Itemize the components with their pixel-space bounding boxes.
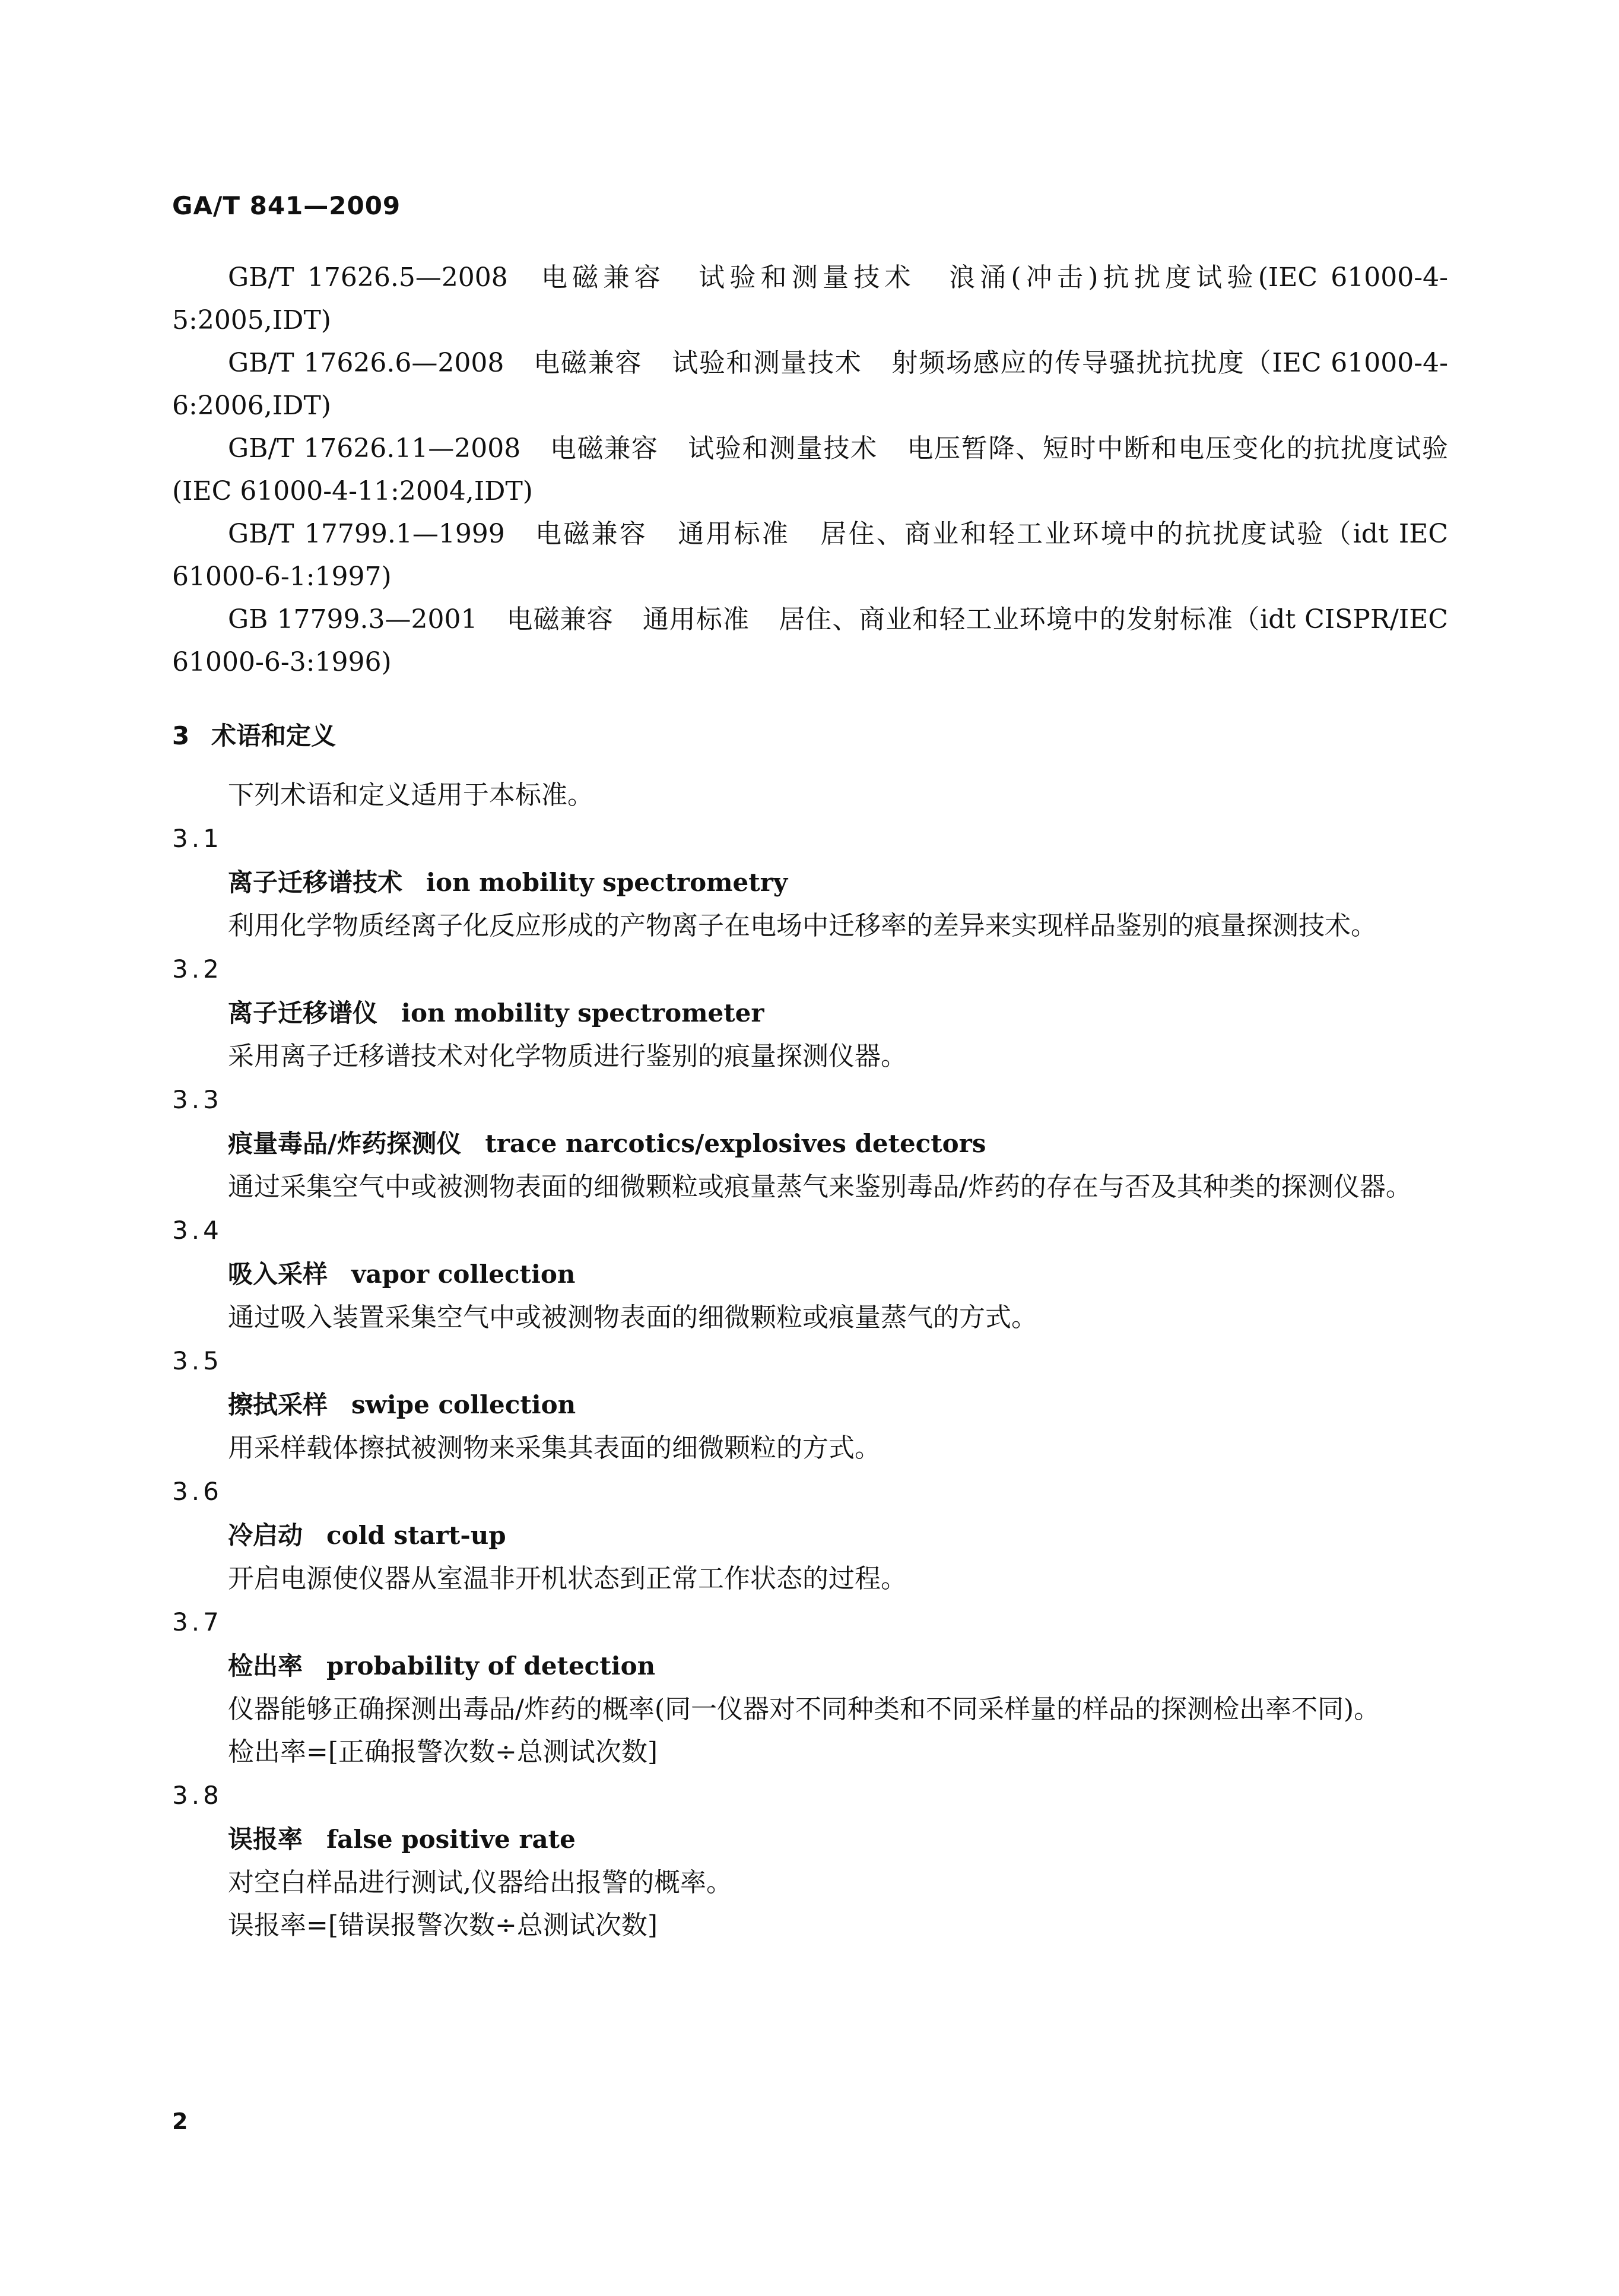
term-number: 3.2: [172, 954, 223, 984]
term-entry: [172, 1339, 1448, 1470]
standard-code-header: GA/T 841—2009: [172, 191, 401, 220]
term-name-cn: 吸入采样: [228, 1260, 328, 1289]
term-number: 3.6: [172, 1477, 223, 1506]
term-number: 3.1: [172, 824, 223, 853]
term-name: [172, 1644, 1448, 1688]
term-name-cn: 检出率: [228, 1651, 303, 1680]
term-definition: 采用离子迁移谱技术对化学物质进行鉴别的痕量探测仪器。: [228, 1041, 907, 1071]
term-name-cn: 离子迁移谱仪: [228, 998, 378, 1028]
term-definition: 用采样载体擦拭被测物来采集其表面的细微颗粒的方式。: [228, 1433, 881, 1463]
reference-title: 电压暂降、短时中断和电压变化的抗扰度试验(IEC 61000-4-11:2004,IDT): [172, 433, 1449, 506]
reference-item: [172, 598, 1448, 684]
term-name-en: ion mobility spectrometry: [426, 868, 788, 897]
page-content: [172, 256, 1448, 1947]
term-definition: 通过采集空气中或被测物表面的细微颗粒或痕量蒸气来鉴别毒品/炸药的存在与否及其种类的探测仪器。: [228, 1172, 1412, 1202]
reference-part: 通用标准: [642, 604, 750, 635]
term-name-en: vapor collection: [351, 1260, 576, 1289]
term-name-en: ion mobility spectrometer: [401, 998, 764, 1028]
reference-item: [172, 342, 1448, 427]
term-definition: 通过吸入装置采集空气中或被测物表面的细微颗粒或痕量蒸气的方式。: [228, 1302, 1037, 1333]
term-name: [172, 1252, 1448, 1296]
reference-code: GB/T 17626.5—2008: [228, 262, 508, 293]
section-heading: [172, 715, 1448, 757]
term-name: [172, 1818, 1448, 1861]
reference-code: GB/T 17626.6—2008: [228, 348, 504, 378]
term-name-en: probability of detection: [326, 1651, 656, 1680]
term-name-en: swipe collection: [351, 1390, 576, 1419]
reference-part: 试验和测量技术: [693, 262, 916, 293]
term-entry: [172, 1470, 1448, 1600]
term-entry: [172, 1774, 1448, 1947]
reference-part: 试验和测量技术: [671, 348, 862, 378]
reference-field: 电磁兼容: [506, 604, 614, 635]
reference-field: 电磁兼容: [532, 348, 643, 378]
term-name-cn: 擦拭采样: [228, 1390, 328, 1419]
term-name-cn: 痕量毒品/炸药探测仪: [228, 1129, 462, 1158]
term-name: [172, 1514, 1448, 1558]
term-entry: [172, 817, 1448, 947]
term-entry: [172, 1078, 1448, 1209]
reference-title: 居住、商业和轻工业环境中的抗扰度试验（idt IEC 61000-6-1:1997): [172, 519, 1449, 592]
term-name: [172, 861, 1448, 905]
reference-field: 电磁兼容: [536, 262, 665, 293]
reference-field: 电磁兼容: [533, 519, 647, 549]
term-entry: [172, 1600, 1448, 1774]
reference-field: 电磁兼容: [549, 433, 659, 464]
term-name-en: false positive rate: [326, 1825, 576, 1854]
reference-title: 浪涌(冲击)抗扰度试验(IEC 61000-4-5:2005,IDT): [172, 262, 1448, 335]
term-definition: 利用化学物质经离子化反应形成的产物离子在电场中迁移率的差异来实现样品鉴别的痕量探测技术。: [228, 911, 1377, 941]
reference-item: [172, 513, 1448, 598]
term-number: 3.3: [172, 1085, 223, 1114]
term-definition: 开启电源使仪器从室温非开机状态到正常工作状态的过程。: [228, 1564, 907, 1594]
reference-title: 射频场感应的传导骚扰抗扰度（IEC 61000-4-6:2006,IDT): [172, 348, 1449, 421]
term-name: [172, 991, 1448, 1035]
term-name-cn: 冷启动: [228, 1521, 303, 1550]
section-intro: 下列术语和定义适用于本标准。: [228, 780, 593, 810]
term-formula: 检出率=[正确报警次数÷总测试次数]: [228, 1737, 658, 1767]
term-name-cn: 误报率: [228, 1825, 303, 1854]
term-number: 3.4: [172, 1216, 223, 1245]
term-number: 3.5: [172, 1346, 223, 1375]
page-number: 2: [172, 2108, 188, 2135]
term-formula: 误报率=[错误报警次数÷总测试次数]: [228, 1910, 658, 1940]
reference-code: GB/T 17626.11—2008: [228, 433, 521, 464]
term-name-en: trace narcotics/explosives detectors: [485, 1129, 986, 1158]
term-entry: [172, 1209, 1448, 1339]
reference-title: 居住、商业和轻工业环境中的发射标准（idt CISPR/IEC 61000-6-3:1996): [172, 604, 1449, 677]
term-name: [172, 1383, 1448, 1427]
section-title: 术语和定义: [211, 721, 337, 750]
reference-code: GB/T 17799.1—1999: [228, 519, 505, 549]
term-entry: [172, 947, 1448, 1078]
reference-code: GB 17799.3—2001: [228, 604, 478, 635]
term-number: 3.8: [172, 1781, 223, 1810]
term-definition: 对空白样品进行测试,仪器给出报警的概率。: [228, 1867, 732, 1898]
term-name-cn: 离子迁移谱技术: [228, 868, 403, 897]
term-name: [172, 1122, 1448, 1166]
reference-item: [172, 427, 1448, 513]
reference-part: 试验和测量技术: [687, 433, 878, 464]
reference-item: [172, 256, 1448, 342]
term-definition: 仪器能够正确探测出毒品/炸药的概率(同一仪器对不同种类和不同采样量的样品的探测检出率不同)。: [228, 1694, 1380, 1724]
reference-part: 通用标准: [675, 519, 791, 549]
section-number: 3: [172, 721, 190, 750]
term-number: 3.7: [172, 1607, 223, 1637]
term-name-en: cold start-up: [326, 1521, 506, 1550]
